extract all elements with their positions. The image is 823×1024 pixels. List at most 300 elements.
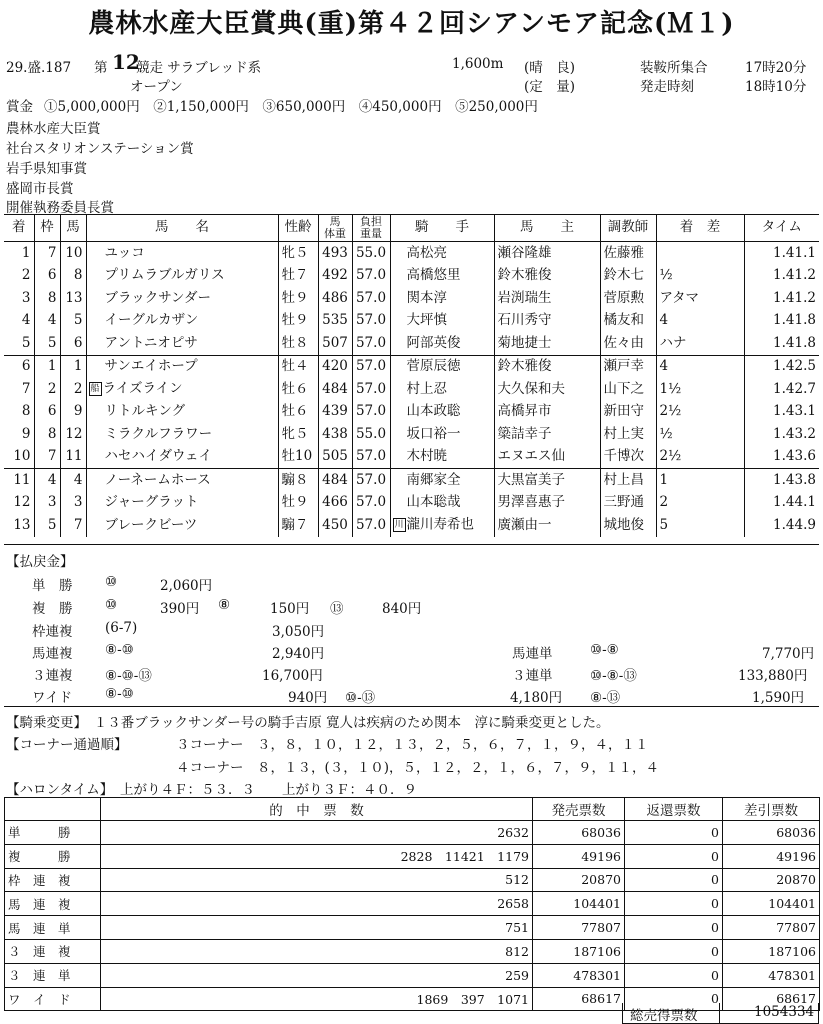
corner-4: ４コーナー ８，１３，(３，１０)，５，１２，２，１，６，７，９，１１，４ — [176, 760, 660, 776]
result-owner: 大黒富美子 — [494, 469, 600, 492]
sanfuku-amount: 16,700円 — [262, 668, 323, 684]
result-time: 1.42.7 — [773, 380, 816, 397]
result-row — [4, 514, 819, 537]
result-margin: 2 — [656, 492, 744, 515]
result-uma: 10 — [60, 242, 86, 265]
sales-row — [5, 892, 820, 916]
result-row — [4, 310, 819, 333]
sales-type: 枠 連 複 — [5, 868, 101, 892]
result-time: 1.43.6 — [773, 448, 816, 464]
result-owner: 高橋昇市 — [494, 401, 600, 424]
result-trainer: 橘友和 — [600, 310, 656, 333]
result-jockey-cell — [390, 514, 494, 537]
fukusho-amount-3: 840円 — [382, 601, 422, 617]
result-sexage: 牡９ — [278, 287, 318, 310]
umatan-label: 馬連単 — [512, 646, 553, 662]
result-row — [4, 242, 819, 265]
total-label: 総売得票数 — [630, 1008, 698, 1024]
wide-label: ワイド — [32, 690, 73, 706]
result-burden: 55.0 — [352, 423, 390, 446]
sales-row — [5, 939, 820, 963]
result-horse-cell — [86, 492, 278, 515]
sales-row — [5, 963, 820, 987]
result-uma: 3 — [60, 492, 86, 515]
result-jockey-cell — [390, 310, 494, 333]
sales-net: 77807 — [723, 916, 820, 940]
fukusho-amount-1: 390円 — [160, 601, 200, 617]
result-uma: 8 — [60, 265, 86, 288]
result-uma: 5 — [60, 310, 86, 333]
tansho-label: 単 勝 — [32, 578, 73, 594]
sales-sold: 20870 — [533, 868, 625, 892]
sales-sold-header: 発売票数 — [533, 798, 625, 821]
result-horse-cell — [86, 310, 278, 333]
result-horse: アントニオピサ — [104, 334, 198, 351]
result-trainer: 村上昌 — [600, 469, 656, 492]
result-burden: 57.0 — [352, 287, 390, 310]
result-weight: 507 — [318, 332, 352, 355]
result-burden: 57.0 — [352, 469, 390, 492]
race-distance: 1,600m — [452, 56, 504, 72]
result-row — [4, 287, 819, 310]
result-margin: 4 — [656, 355, 744, 378]
result-jockey-cell — [390, 287, 494, 310]
result-waku: 7 — [34, 446, 60, 469]
umaren-amount: 2,940円 — [272, 646, 325, 662]
result-jockey-cell — [390, 332, 494, 355]
result-horse: ユッコ — [104, 244, 145, 261]
result-row — [4, 423, 819, 446]
race-number: 12 — [112, 50, 140, 74]
result-row — [4, 355, 819, 378]
result-jockey: 木村暁 — [406, 448, 447, 464]
result-waku: 1 — [34, 355, 60, 378]
prize-label: 賞金 — [6, 99, 33, 115]
result-horse-cell — [86, 332, 278, 355]
result-margin — [656, 242, 744, 265]
weight-header-top: 馬 — [329, 215, 341, 228]
furlong-time: 【ハロンタイム】 上がり４Ｆ：５３．３ 上がり３Ｆ：４０．９ — [6, 782, 417, 798]
result-rank: 9 — [4, 423, 34, 446]
result-rank: 1 — [4, 242, 34, 265]
result-trainer: 新田守 — [600, 401, 656, 424]
result-owner: 鈴木雅俊 — [494, 355, 600, 378]
result-trainer: 佐々由 — [600, 332, 656, 355]
result-trainer: 鈴木七 — [600, 265, 656, 288]
result-weight: 484 — [318, 378, 352, 401]
result-weight: 450 — [318, 514, 352, 537]
result-time: 1.44.9 — [773, 516, 816, 533]
result-jockey: 瀧川寿希也 — [406, 516, 475, 533]
result-owner: 瀬谷隆雄 — [494, 242, 600, 265]
result-burden: 57.0 — [352, 310, 390, 333]
result-horse-cell — [86, 401, 278, 424]
result-row — [4, 378, 819, 401]
sales-refund: 0 — [625, 916, 723, 940]
wakuren-label: 枠連複 — [32, 624, 73, 640]
result-jockey-cell — [390, 401, 494, 424]
result-waku: 4 — [34, 469, 60, 492]
result-margin: 5 — [656, 514, 744, 537]
sales-refund: 0 — [625, 939, 723, 963]
race-weight-rule: (定 量) — [524, 79, 576, 95]
result-horse-cell — [86, 265, 278, 288]
sales-hit: 751 — [101, 916, 533, 940]
corner-label: 【コーナー通過順】 — [6, 737, 128, 753]
result-trainer: 佐藤雅 — [600, 242, 656, 265]
burden-header-top: 負担 — [360, 215, 382, 228]
result-horse-cell — [86, 514, 278, 537]
result-horse-cell — [86, 287, 278, 310]
result-uma: 11 — [60, 446, 86, 469]
result-sexage: 牡９ — [278, 310, 318, 333]
result-jockey-cell — [390, 355, 494, 378]
jockey-header: 騎 手 — [390, 215, 494, 242]
result-uma: 1 — [60, 355, 86, 378]
sales-sold: 478301 — [533, 963, 625, 987]
result-time: 1.44.1 — [773, 494, 816, 510]
result-horse: サンエイホープ — [104, 358, 198, 374]
result-uma: 2 — [60, 378, 86, 401]
result-uma: 12 — [60, 423, 86, 446]
result-burden: 57.0 — [352, 492, 390, 515]
race-weather: (晴 良) — [524, 60, 576, 76]
result-margin: 4 — [656, 310, 744, 333]
sales-hit: 512 — [101, 868, 533, 892]
result-sexage: 牡７ — [278, 265, 318, 288]
start-label: 発走時刻 — [640, 79, 694, 95]
result-rank: 12 — [4, 492, 34, 515]
horse-header: 馬 名 — [86, 215, 278, 242]
result-horse-cell — [86, 469, 278, 492]
result-trainer: 三野通 — [600, 492, 656, 515]
result-uma: 13 — [60, 287, 86, 310]
result-horse-cell — [86, 446, 278, 469]
sales-type: 馬 連 単 — [5, 916, 101, 940]
santan-label: ３連単 — [512, 668, 553, 684]
result-time: 1.43.1 — [773, 403, 816, 419]
wakuren-amount: 3,050円 — [272, 624, 325, 640]
prize-list: ①5,000,000円 ②1,150,000円 ③650,000円 ④450,000円 ⑤250,000円 — [44, 99, 538, 115]
burden-header — [352, 215, 390, 242]
result-waku: 5 — [34, 514, 60, 537]
umaren-label: 馬連複 — [32, 646, 73, 662]
result-sexage: 牝５ — [278, 423, 318, 446]
result-jockey-cell — [390, 265, 494, 288]
result-time: 1.43.8 — [773, 471, 816, 488]
result-horse-cell — [86, 242, 278, 265]
result-waku: 6 — [34, 401, 60, 424]
result-margin: ½ — [656, 265, 744, 288]
sales-refund: 0 — [625, 892, 723, 916]
result-time: 1.41.2 — [773, 289, 816, 306]
result-sexage: 牡９ — [278, 492, 318, 515]
result-jockey-cell — [390, 423, 494, 446]
jockey-mark: 川 — [394, 520, 404, 531]
sales-refund: 0 — [625, 821, 723, 845]
result-jockey: 大坪慎 — [406, 312, 447, 328]
result-jockey: 坂口裕一 — [406, 425, 461, 442]
sales-sold: 49196 — [533, 844, 625, 868]
award-item: 盛岡市長賞 — [6, 181, 74, 197]
result-time: 1.41.2 — [773, 267, 816, 283]
result-rank: 10 — [4, 446, 34, 469]
sales-net: 478301 — [723, 963, 820, 987]
sales-row — [5, 821, 820, 845]
sales-type: 複 勝 — [5, 844, 101, 868]
result-jockey: 関本淳 — [406, 289, 447, 306]
result-rank: 4 — [4, 310, 34, 333]
result-jockey: 菅原辰徳 — [406, 358, 461, 374]
result-sexage: 牡６ — [278, 378, 318, 401]
wide-amount-3: 1,590円 — [752, 690, 805, 706]
corner-3: ３コーナー ３，８，１０，１２，１３，２，５，６，７，１，９，４，１１ — [176, 737, 649, 753]
award-item: 岩手県知事賞 — [6, 161, 87, 177]
result-weight: 493 — [318, 242, 352, 265]
sales-type: ３ 連 複 — [5, 939, 101, 963]
jockey-change-note: 【騎乗変更】 １３番ブラックサンダー号の騎手吉原 寛人は疾病のため関本 淳に騎乗変更とした。 — [6, 715, 610, 731]
fukusho-combo-1: ⑩ — [105, 597, 118, 613]
sales-refund: 0 — [625, 868, 723, 892]
sales-type: ワ イ ド — [5, 987, 101, 1011]
fukusho-label: 複 勝 — [32, 601, 73, 617]
result-burden: 57.0 — [352, 355, 390, 378]
assembly-label: 装鞍所集合 — [640, 60, 708, 76]
santan-amount: 133,880円 — [738, 668, 808, 684]
result-weight: 505 — [318, 446, 352, 469]
result-uma: 4 — [60, 469, 86, 492]
tansho-combo: ⑩ — [105, 574, 118, 590]
time-header: タイム — [761, 219, 802, 236]
result-waku: 6 — [34, 265, 60, 288]
result-jockey: 山本聡哉 — [406, 494, 461, 510]
race-prefix: 第 — [94, 60, 108, 76]
result-horse: リトルキング — [104, 403, 186, 419]
result-sexage: 騸８ — [278, 469, 318, 492]
result-row — [4, 469, 819, 492]
result-margin: 1 — [656, 469, 744, 492]
fukusho-combo-2: ⑧ — [218, 597, 231, 613]
result-waku: 7 — [34, 242, 60, 265]
sales-hit: 2632 — [101, 821, 533, 845]
sales-hit: 2828 11421 1179 — [101, 844, 533, 868]
santan-combo: ⑩-⑧-⑬ — [590, 668, 637, 684]
umaren-combo: ⑧-⑩ — [105, 642, 134, 658]
result-row — [4, 332, 819, 355]
sales-net: 68036 — [723, 821, 820, 845]
result-horse: ハセハイダウェイ — [104, 448, 212, 464]
sales-hit: 812 — [101, 939, 533, 963]
result-jockey: 高橋悠里 — [406, 267, 461, 283]
result-row — [4, 492, 819, 515]
result-sexage: 牡８ — [278, 332, 318, 355]
wide-combo-1: ⑧-⑩ — [105, 686, 134, 702]
result-jockey-cell — [390, 242, 494, 265]
result-burden: 57.0 — [352, 514, 390, 537]
result-horse-cell — [86, 378, 278, 401]
award-item: 農林水産大臣賞 — [6, 121, 101, 137]
trainer-header: 調教師 — [600, 215, 656, 242]
result-rank: 6 — [4, 355, 34, 378]
sanfuku-label: ３連複 — [32, 668, 73, 684]
result-weight: 420 — [318, 355, 352, 378]
race-breed: 競走 サラブレッド系 — [136, 60, 262, 76]
result-row — [4, 446, 819, 469]
result-horse: イーグルカザン — [104, 312, 199, 328]
weight-header — [318, 215, 352, 242]
margin-header: 着 差 — [656, 215, 744, 242]
result-trainer: 瀬戸幸 — [600, 355, 656, 378]
page-title: 農林水産大臣賞典(重)第４２回シアンモア記念(Ｍ１) — [88, 9, 735, 39]
start-time: 18時10分 — [745, 79, 807, 95]
result-owner: 菊地捷士 — [494, 332, 600, 355]
sales-refund: 0 — [625, 844, 723, 868]
result-horse-cell — [86, 423, 278, 446]
result-weight: 438 — [318, 423, 352, 446]
result-time: 1.42.5 — [773, 358, 816, 374]
result-rank: 7 — [4, 378, 34, 401]
result-margin: 2½ — [656, 401, 744, 424]
wide-combo-2: ⑩-⑬ — [345, 690, 376, 706]
sales-hit: 259 — [101, 963, 533, 987]
result-time: 1.41.8 — [773, 312, 816, 328]
result-jockey-cell — [390, 446, 494, 469]
result-owner: 鈴木雅俊 — [494, 265, 600, 288]
result-rank: 3 — [4, 287, 34, 310]
result-waku: 4 — [34, 310, 60, 333]
result-sexage: 牡10 — [278, 446, 318, 469]
sales-sold: 68617 — [533, 987, 625, 1011]
result-burden: 55.0 — [352, 242, 390, 265]
award-item: 社台スタリオンステーション賞 — [6, 141, 194, 157]
result-trainer: 千博次 — [600, 446, 656, 469]
result-jockey-cell — [390, 492, 494, 515]
result-uma: 7 — [60, 514, 86, 537]
result-weight: 486 — [318, 287, 352, 310]
result-row — [4, 401, 819, 424]
result-owner: 簗詰幸子 — [494, 423, 600, 446]
sales-sold: 68036 — [533, 821, 625, 845]
sales-net: 49196 — [723, 844, 820, 868]
uma-header: 馬 — [60, 215, 86, 242]
result-waku: 3 — [34, 492, 60, 515]
result-rank: 8 — [4, 401, 34, 424]
result-waku: 8 — [34, 423, 60, 446]
result-waku: 8 — [34, 287, 60, 310]
horse-mark: 船 — [90, 384, 100, 395]
result-owner: 廣瀬由一 — [494, 514, 600, 537]
umatan-combo: ⑩-⑧ — [590, 642, 619, 658]
result-jockey: 南郷家全 — [406, 471, 461, 488]
result-owner: エヌエス仙 — [494, 446, 600, 469]
rank-header: 着 — [4, 215, 34, 242]
result-time: 1.41.1 — [773, 244, 816, 261]
total-value: 1054334 — [754, 1004, 815, 1020]
result-weight: 484 — [318, 469, 352, 492]
result-jockey: 高松亮 — [406, 244, 447, 261]
result-jockey: 山本政聡 — [406, 403, 461, 419]
sales-sold: 77807 — [533, 916, 625, 940]
sales-sold: 187106 — [533, 939, 625, 963]
result-jockey: 阿部英俊 — [406, 334, 461, 351]
result-burden: 57.0 — [352, 401, 390, 424]
sales-refund: 0 — [625, 963, 723, 987]
result-time: 1.43.2 — [773, 425, 816, 442]
sales-net-header: 差引票数 — [744, 803, 798, 819]
result-sexage: 牡４ — [278, 355, 318, 378]
sales-hit: 1869 397 1071 — [101, 987, 533, 1011]
result-trainer: 城地俊 — [600, 514, 656, 537]
result-sexage: 騸７ — [278, 514, 318, 537]
sanfuku-combo: ⑧-⑩-⑬ — [105, 668, 152, 684]
waku-header: 枠 — [34, 215, 60, 242]
umatan-amount: 7,770円 — [762, 646, 815, 662]
result-burden: 57.0 — [352, 378, 390, 401]
result-jockey: 村上忍 — [406, 380, 447, 397]
result-owner: 男澤喜惠子 — [494, 492, 600, 515]
result-horse-cell — [86, 355, 278, 378]
sales-net: 187106 — [723, 939, 820, 963]
owner-header: 馬 主 — [494, 215, 600, 242]
sales-type: 単 勝 — [5, 821, 101, 845]
wide-amount-1: 940円 — [288, 690, 328, 706]
sexage-header: 性齢 — [278, 215, 318, 242]
wide-combo-3: ⑧-⑬ — [590, 690, 621, 706]
result-row — [4, 265, 819, 288]
result-trainer: 村上実 — [600, 423, 656, 446]
result-weight: 466 — [318, 492, 352, 515]
result-horse: ミラクルフラワー — [104, 425, 213, 442]
result-sexage: 牡６ — [278, 401, 318, 424]
result-rank: 11 — [4, 469, 34, 492]
result-time: 1.41.8 — [773, 334, 816, 351]
result-horse: ノーネームホース — [104, 471, 211, 488]
result-margin: ½ — [656, 423, 744, 446]
sales-net: 68617 — [723, 987, 820, 1011]
payout-label: 【払戻金】 — [6, 554, 74, 570]
result-waku: 2 — [34, 378, 60, 401]
result-burden: 57.0 — [352, 446, 390, 469]
fukusho-combo-3: ⑬ — [330, 601, 344, 617]
wide-amount-2: 4,180円 — [510, 690, 563, 706]
result-horse: ライズライン — [102, 380, 183, 397]
result-jockey-cell — [390, 378, 494, 401]
sales-table — [4, 797, 820, 1011]
sales-type: 馬 連 複 — [5, 892, 101, 916]
sales-refund-header: 返還票数 — [625, 798, 723, 821]
result-uma: 6 — [60, 332, 86, 355]
sales-hit: 2658 — [101, 892, 533, 916]
result-trainer: 山下之 — [600, 378, 656, 401]
result-weight: 535 — [318, 310, 352, 333]
result-horse: ジャーグラット — [104, 494, 199, 510]
burden-header-bottom: 重量 — [360, 227, 382, 240]
award-item: 開催執務委員長賞 — [6, 200, 114, 216]
result-margin: 2½ — [656, 446, 744, 469]
wakuren-combo: (6-7) — [105, 620, 138, 636]
sales-type: ３ 連 単 — [5, 963, 101, 987]
sales-net: 104401 — [723, 892, 820, 916]
result-margin: 1½ — [656, 378, 744, 401]
result-rank: 2 — [4, 265, 34, 288]
result-margin: ハナ — [656, 332, 744, 355]
result-weight: 492 — [318, 265, 352, 288]
result-waku: 5 — [34, 332, 60, 355]
result-jockey-cell — [390, 469, 494, 492]
result-weight: 439 — [318, 401, 352, 424]
sales-refund: 0 — [625, 987, 723, 1011]
result-burden: 57.0 — [352, 265, 390, 288]
